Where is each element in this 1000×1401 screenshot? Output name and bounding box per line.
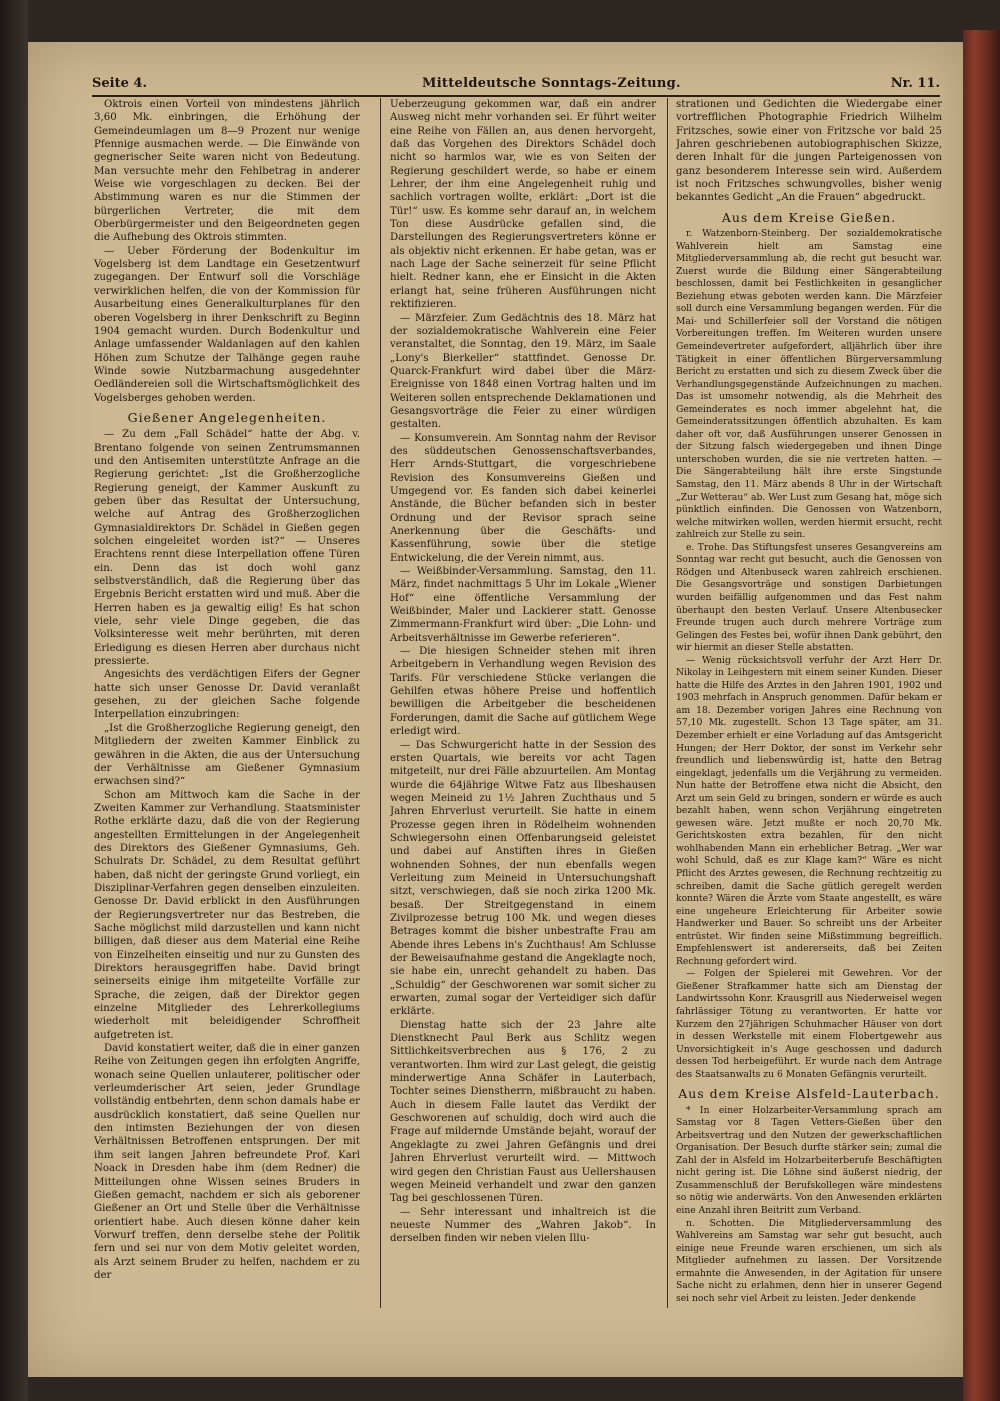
article-paragraph: — Wenig rücksichtsvoll verfuhr der Arzt Herr Dr. Nikolay in Leihgestern mit einem seiner Kunden. Dieser hatte die Hilfe des Arztes in den Jahren 1901, 1902 und 1903 mehrfach in Anspruch genommen. Dafür bekam er am 18. Dezember vorigen Jahres eine Rechnung von 57,10 Mk. zugestellt. Schon 13 Tage später, am 31. Dezember erhielt er eine Vorladung auf das Amtsgericht Hungen; der Herr Doktor, der sonst im Verkehr sehr freundlich und liebenswürdig ist, hatte den Betrag eingeklagt, jedenfalls um die Verjährung zu vermeiden. Nun hatte der Betroffene etwa nicht die Absicht, den Arzt um sein Geld zu bringen, sondern er würde es auch bezahlt haben, wenn schon Verjährung eingetreten gewesen wäre. Jetzt mußte er noch 20,70 Mk. Gerichtskosten extra bezahlen, für den nicht wohlhabenden Mann ein erheblicher Betrag. „Wer war wohl Schuld, daß es zur Klage kam?“ Wäre es nicht Pflicht des Arztes gewesen, die Rechnung rechtzeitig zu schreiben, damit die Sache gütlich geregelt werden konnte? Wären die Ärzte vom Staate angestellt, es wäre eine ungeheure Erleichterung für Arbeiter sowie Handwerker und Bauer. So schreibt uns der Arbeiter entrüstet. Wir finden seine Mißstimmung begreiflich. Empfehlenswert ist andererseits, daß bei Zeiten Rechnung gefordert wird. [676,654,942,967]
section-heading: Aus dem Kreise Gießen. [721,209,897,225]
article-paragraph: — Märzfeier. Zum Gedächtnis des 18. März hat der sozialdemokratische Wahlverein eine Feier veranstaltet, die Sonntag, den 19. März, im Saale „Lony's Bierkeller“ stattfindet. Genosse Dr. Quarck-Frankfurt wird dabei über die März-Ereignisse von 1848 einen Vortrag halten und im Weiteren sollen entsprechende Deklamationen und Gesangsvorträge die Feier zu einer würdigen gestalten. [390,312,656,431]
page-number: Seite 4. [92,76,147,91]
newspaper-title: Mitteldeutsche Sonntags-Zeitung. [422,76,681,91]
article-paragraph: e. Trohe. Das Stiftungsfest unseres Gesangvereins am Sonntag war recht gut besucht, auch die Genossen von Rödgen und Altenbuseck waren zahlreich erschienen. Die Gesangsvorträge und sonstigen Darbietungen wurden beifällig aufgenommen und das Fest nahm überhaupt den besten Verlauf. Unsere Altenbusecker Freunde trugen auch durch mehrere Vorträge zum Gelingen des Festes bei, wofür ihnen Dank gebührt, den wir hiermit an dieser Stelle abstatten. [676,541,942,654]
article-paragraph: — Ueber Förderung der Bodenkultur im Vogelsberg ist dem Landtage ein Gesetzentwurf zugegangen. Der Entwurf soll die Vorschläge verwirklichen helfen, die von der Kommission für Ausarbeitung eines Generalkulturplanes für den oberen Vogelsberg in ihrer Denkschrift zu Beginn 1904 gemacht wurden. Durch Bodenkultur und Anlage umfassender Waldanlagen auf den kahlen Höhen zum Schutze der Talhänge gegen rauhe Winde sowie Nutzbarmachung ausgedehnter Oedländereien soll die Wirtschaftsmöglichkeit des Vogelsberges gehoben werden. [94,245,360,404]
article-paragraph: „Ist die Großherzogliche Regierung geneigt, den Mitgliedern der zweiten Kammer Einblick zu gewähren in die Akten, die aus der Untersuchung der Verhältnisse am Gießener Gymnasium erwachsen sind?“ [94,722,360,788]
column-3 [676,98,942,1313]
article-paragraph: Ueberzeugung gekommen war, daß ein andrer Ausweg nicht mehr vorhanden sei. Er führt weiter eine Reihe von Fällen an, aus denen hervorgeht, daß das Vorgehen des Direktors Schädel doch nicht so harmlos war, wie es von Seiten der Regierung geschildert werde, so habe er einem Lehrer, der ihm eine Angelegenheit ruhig und sachlich vortragen wollte, erklärt: „Dort ist die Tür!“ usw. Es komme sehr darauf an, in welchem Ton diese Ausdrücke gefallen sind, die Darstellungen des Regierungsvertreters könne er als objektiv nicht erkennen. Er habe getan, was er nach Lage der Sache seinerzeit für seine Pflicht hielt. Redner kann, ehe er Einsicht in die Akten erlangt hat, seine früheren Ausführungen nicht rektifizieren. [390,99,656,311]
article-paragraph: Dienstag hatte sich der 23 Jahre alte Dienstknecht Paul Berk aus Schlitz wegen Sittlichkeitsverbrechen aus § 176, 2 zu verantworten. Ihm wird zur Last gelegt, die geistig minderwertige Anna Schäfer in Lauterbach, Tochter seines Dienstherrn, mißbraucht zu haben. Auch in diesem Falle lautet das Verdikt der Geschworenen auf schuldig, doch wird auch die Frage auf mildernde Umstände bejaht, worauf der Angeklagte zu zwei Jahren Gefängnis und drei Jahren Ehrverlust verurteilt wird. — Mittwoch wird gegen den Christian Faust aus Uellershausen wegen Meineid verhandelt und zwar den ganzen Tag bei geschlossenen Türen. [390,1019,656,1205]
article-paragraph: — Zu dem „Fall Schädel“ hatte der Abg. v. Brentano folgende von seinen Zentrumsmannen und den Antisemiten unterstützte Anfrage an die Regierung gerichtet: „Ist die Großherzogliche Regierung geneigt, der Kammer Auskunft zu geben über das Resultat der Untersuchung, welche auf Antrag des Großherzoglichen Gymnasialdirektors Dr. Schädel in Gießen gegen solchen eingeleitet worden ist?“ — Unseres Erachtens rennt diese Interpellation offene Türen ein. Denn das ist doch wohl ganz selbstverständlich, daß die Regierung über das Ergebnis Bericht erstatten wird und muß. Aber die Herren haben es ja gewaltig eilig! Es hat schon viele, sehr viele Dinge gegeben, die das Volksinteresse weit mehr berührten, mit deren Erledigung es diesen Herren aber durchaus nicht pressierte. [94,429,360,668]
article-paragraph: strationen und Gedichten die Wiedergabe einer vortrefflichen Photographie Friedrich Wilhelm Fritzsches, sowie einer von Fritzsche vor bald 25 Jahren geschriebenen autobiographischen Skizze, deren Inhalt für die jungen Parteigenossen von ganz besonderem Interesse sein wird. Außerdem ist noch Fritzsches schwungvolles, bisher wenig bekanntes Gedicht „An die Frauen“ abgedruckt. [676,99,942,204]
article-paragraph: — Weißbinder-Versammlung. Samstag, den 11. März, findet nachmittags 5 Uhr im Lokale „Wiener Hof“ eine öffentliche Versammlung der Weißbinder, Maler und Lackierer statt. Genosse Zimmermann-Frankfurt wird über: „Die Lohn- und Arbeitsverhältnisse im Gewerbe referieren“. [390,566,656,644]
article-paragraph: Oktrois einen Vorteil von mindestens jährlich 3,60 Mk. einbringen, die Erhöhung der Gemeindeumlagen um 8—9 Prozent nur wenige Pfennige ausmachen werde. — Die Einwände von gegnerischer Seite waren nicht von Bedeutung. Man versuchte mehr den Fehlbetrag in anderer Weise wie vorgeschlagen zu decken. Bei der Abstimmung waren es nur die Stimmen der bürgerlichen Vertreter, die mit dem Oberbürgermeister und den Beigeordneten gegen die Aufhebung des Oktrois stimmten. [94,99,360,244]
article-paragraph: n. Schotten. Die Mitgliederversammlung des Wahlvereins am Samstag war sehr gut besucht, auch einige neue Freunde waren erschienen, um sich als Mitglieder aufnehmen zu lassen. Der Vorsitzende ermahnte die Anwesenden, in der Agitation für unsere Sache nicht zu erlahmen, denn hier in unserer Gegend sei noch sehr viel Arbeit zu leisten. Jeder denkende [676,1217,942,1304]
article-paragraph: — Das Schwurgericht hatte in der Session des ersten Quartals, wie bereits vor acht Tagen mitgeteilt, nur drei Fälle abzuurteilen. Am Montag wurde die 64jährige Witwe Fatz aus Ilbeshausen wegen Meineid zu 1½ Jahren Zuchthaus und 5 Jahren Ehrverlust verurteilt. Sie hatte in einem Prozesse gegen ihren in Rödelheim wohnenden Schwiegersohn einen Offenbarungseid geleistet und dabei auf Anstiften ihres in Gießen wohnenden Sohnes, der nun ebenfalls wegen Verleitung zum Meineid in Untersuchungshaft sitzt, verschwiegen, daß sie noch zirka 1200 Mk. besaß. Der Streitgegenstand in einem Zivilprozesse betrug 100 Mk. und wegen dieses Betrages kommt die bisher unbestrafte Frau am Abende ihres Lebens in's Zuchthaus! Am Schlusse der Beweisaufnahme gestand die Angeklagte noch, sie habe ein, unrecht gehandelt zu haben. Das „Schuldig“ der Geschworenen war somit sicher zu erwarten, zumal sogar der Verteidiger sich dafür erklärte. [390,739,656,1018]
article-paragraph: — Sehr interessant und inhaltreich ist die neueste Nummer des „Wahren Jakob“. In derselben finden wir neben vielen Illu- [390,1206,656,1245]
article-paragraph: Angesichts des verdächtigen Eifers der Gegner hatte sich unser Genosse Dr. David veranlaßt gesehen, zu der gleichen Sache folgende Interpellation einzubringen: [94,669,360,721]
article-paragraph: * In einer Holzarbeiter-Versammlung sprach am Samstag vor 8 Tagen Vetters-Gießen über den Arbeitsvertrag und den Nutzen der gewerkschaftlichen Organisation. Der Besuch durfte stärker sein; zumal die Zahl der in Alsfeld im Holzarbeiterberufe Beschäftigten nicht gering ist. Die Löhne sind äußerst niedrig, der Zusammenschluß der Berufskollegen wäre mindestens so nötig wie anderwärts. Von den Anwesenden erklärten eine Anzahl ihren Beitritt zum Verband. [676,1104,942,1216]
article-paragraph: — Die hiesigen Schneider stehen mit ihren Arbeitgebern in Verhandlung wegen Revision des Tarifs. Für verschiedene Stücke verlangen die Gehilfen etwas höhere Preise und hoffentlich bewilligen die Arbeitgeber die bescheidenen Forderungen, damit die Sache auf gütlichem Wege erledigt wird. [390,646,656,738]
section-heading: Aus dem Kreise Alsfeld-Lauterbach. [678,1086,940,1102]
article-paragraph: — Folgen der Spielerei mit Gewehren. Vor der Gießener Strafkammer hatte sich am Dienstag der Landwirtssohn Konr. Krausgrill aus Niederweisel wegen fahrlässiger Tötung zu verantworten. Er hatte vor Kurzem den 27jährigen Schuhmacher Häuser von dort in dessen Werkstelle mit einem Flobertgewehr aus Unvorsichtigkeit in's Auge geschossen und dadurch dessen Tod herbeigeführt. Er wurde nach dem Antrage des Staatsanwalts zu 6 Monaten Gefängnis verurteilt. [676,968,942,1080]
article-paragraph: — Konsumverein. Am Sonntag nahm der Revisor des süddeutschen Genossenschaftsverbandes, Herr Arnds-Stuttgart, die vorgeschriebene Revision des Konsumvereins Gießen und Umgegend vor. Es fanden sich dabei keinerlei Anstände, die Bücher befanden sich in bester Ordnung und der Revisor sprach seine Anerkennung über die Geschäfts- und Kassenführung, sowie über die stetige Entwickelung, die der Verein nimmt, aus. [390,432,656,564]
article-paragraph: David konstatiert weiter, daß die in einer ganzen Reihe von Zeitungen gegen ihn erfolgten Angriffe, wonach seine Quellen unlauterer, politischer oder verleumderischer Art seien, jeder Grundlage vollständig entbehrten, denn schon damals habe er ausdrücklich konstatiert, daß seine Quellen nur den intimsten Beziehungen der von diesen Verhältnissen Betroffenen entsprungen. Der mit ihm seit langen Jahren befreundete Prof. Karl Noack in Dresden habe ihm (dem Redner) die Mitteilungen ohne Wissen seines Bruders in Gießen gemacht, nachdem er sich als geborener Gießener an Ort und Stelle über die Verhältnisse orientiert habe. Auch diesen könne daher kein Vorwurf treffen, denn derselbe stehe der Politik fern und sei nur von dem Motiv geleitet worden, als Arzt seinem Bruder zu helfen, nachdem er zu der [94,1043,360,1281]
book-spine [963,30,1000,1401]
column-1 [94,98,360,1313]
section-heading: Gießener Angelegenheiten. [127,409,327,425]
article-paragraph: r. Watzenborn-Steinberg. Der sozialdemokratische Wahlverein hielt am Samstag eine Mitgliederversammlung ab, die recht gut besucht war. Zuerst wurde die Bildung einer Sängerabteilung beschlossen, damit bei Festlichkeiten in gesanglicher Beziehung etwas geboten werden kann. Die Märzfeier soll durch eine Versammlung begangen werden. Für die Mai- und Schillerfeier soll der Vorstand die nötigen Vorbereitungen treffen. Im Weiteren wurden unsere Gemeindevertreter aufgefordert, alljährlich über ihre Tätigkeit in einer öffentlichen Bürgerversammlung Bericht zu erstatten und sich zu diesem Zweck über die Verhandlungsgegenstände Aufzeichnungen zu machen. Das ist umsomehr notwendig, als die Mehrheit des Gemeinderates es noch immer abgelehnt hat, die Gemeinderatssitzungen öffentlich abzuhalten. Es kam daher oft vor, daß Ausführungen unserer Genossen in der Sitzung falsch wiedergegeben und ihnen Dinge unterschoben wurden, die sie nie vertreten hatten. — Die Sängerabteilung hält ihre erste Singstunde Samstag, den 11. März abends 8 Uhr in der Wirtschaft „Zur Wetterau“ ab. Wer Lust zum Gesang hat, möge sich pünktlich einfinden. Die Genossen von Watzenborn, welche mitwirken wollen, werden hiermit ersucht, recht zahlreich zur Stelle zu sein. [676,228,942,541]
column-divider [667,98,668,1308]
article-paragraph: Schon am Mittwoch kam die Sache in der Zweiten Kammer zur Verhandlung. Staatsminister Rothe erklärte dazu, daß die von der Regierung angestellten Ermittelungen in der Angelegenheit des Direktors des Gießener Gymnasiums, Geh. Schulrats Dr. Schädel, zu dem Resultat geführt haben, daß nicht der geringste Grund vorliegt, ein Disziplinar-Verfahren gegen denselben einzuleiten. Genosse Dr. David erblickt in den Ausführungen der Regierungsvertreter nur das Bestreben, die Sache möglichst mild darzustellen und kann nicht billigen, daß dieser aus dem Material eine Reihe von Einzelheiten einseitig und nur zu Gunsten des Direktors herausgegriffen habe. David bringt seinerseits einige ihm mitgeteilte Vorfälle zur Sprache, die zeigen, daß der Direktor gegen einzelne Mitglieder des Lehrerkollegiums wiederholt mit beleidigender Schroffheit aufgetreten ist. [94,789,360,1041]
issue-number: Nr. 11. [890,76,940,91]
page-header [92,76,940,96]
column-divider [380,98,381,1308]
header-rule [92,95,940,97]
column-2 [390,98,656,1313]
book-left-edge [0,0,28,1401]
